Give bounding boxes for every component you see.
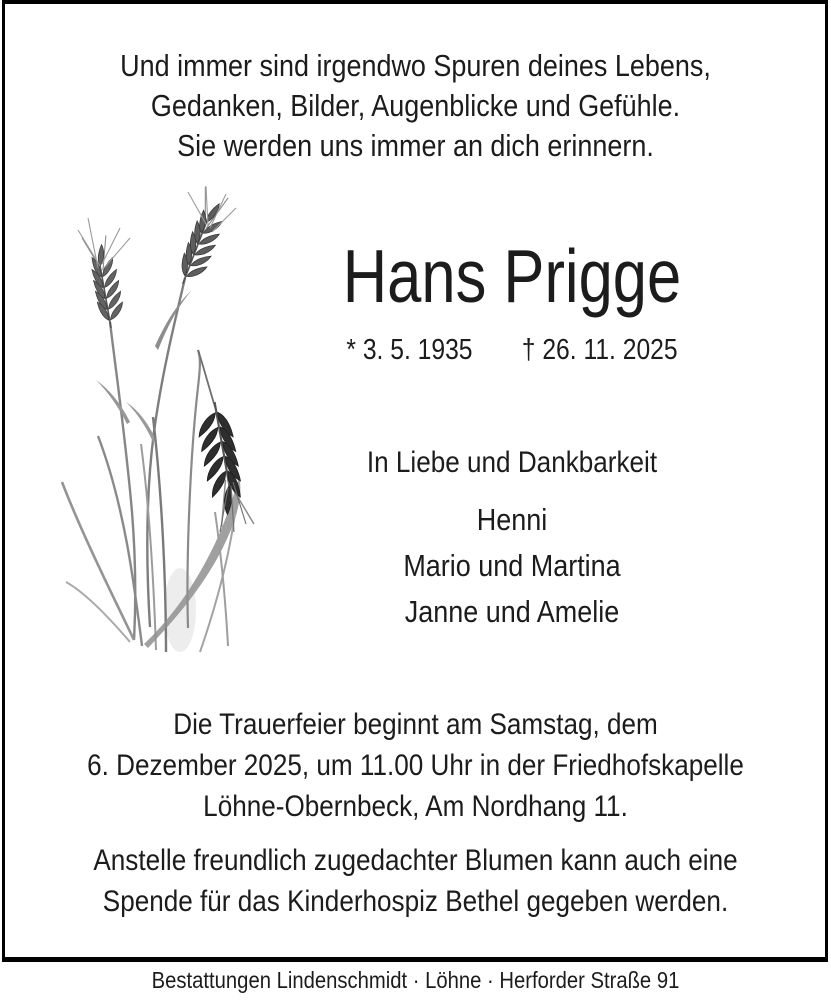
donation-info (54, 840, 777, 922)
funeral-home-footer: Bestattungen Lindenschmidt · Löhne · Herforder Straße 91 (151, 967, 680, 993)
death-date: † 26. 11. 2025 (521, 334, 678, 366)
verse-line: Sie werden uns immer an dich erinnern. (177, 128, 654, 163)
memorial-verse (54, 46, 777, 166)
donation-line: Spende für das Kinderhospiz Bethel gegeben werden. (102, 885, 729, 918)
mourner-name: Mario und Martina (403, 548, 621, 583)
verse-line: Und immer sind irgendwo Spuren deines Lebens, (120, 48, 711, 83)
life-dates (325, 334, 699, 367)
wheat-illustration-icon (36, 182, 300, 662)
mourner-name: Janne und Amelie (404, 594, 620, 629)
condolence-line: In Liebe und Dankbarkeit (366, 446, 658, 479)
ceremony-line: Die Trauerfeier beginnt am Samstag, dem (173, 708, 658, 741)
verse-line: Gedanken, Bilder, Augenblicke und Gefühle. (150, 88, 681, 123)
deceased-name: Hans Prigge (342, 234, 682, 318)
donation-line: Anstelle freundlich zugedachter Blumen kann auch eine (93, 844, 738, 877)
mourner-name: Henni (476, 502, 548, 537)
ceremony-line: 6. Dezember 2025, um 11.00 Uhr in der Friedhofskapelle (87, 749, 744, 782)
ceremony-info (54, 704, 777, 827)
ceremony-line: Löhne-Obernbeck, Am Nordhang 11. (203, 790, 628, 823)
birth-date: * 3. 5. 1935 (346, 334, 473, 366)
mourners-list (321, 497, 704, 635)
deceased-block (292, 234, 732, 635)
